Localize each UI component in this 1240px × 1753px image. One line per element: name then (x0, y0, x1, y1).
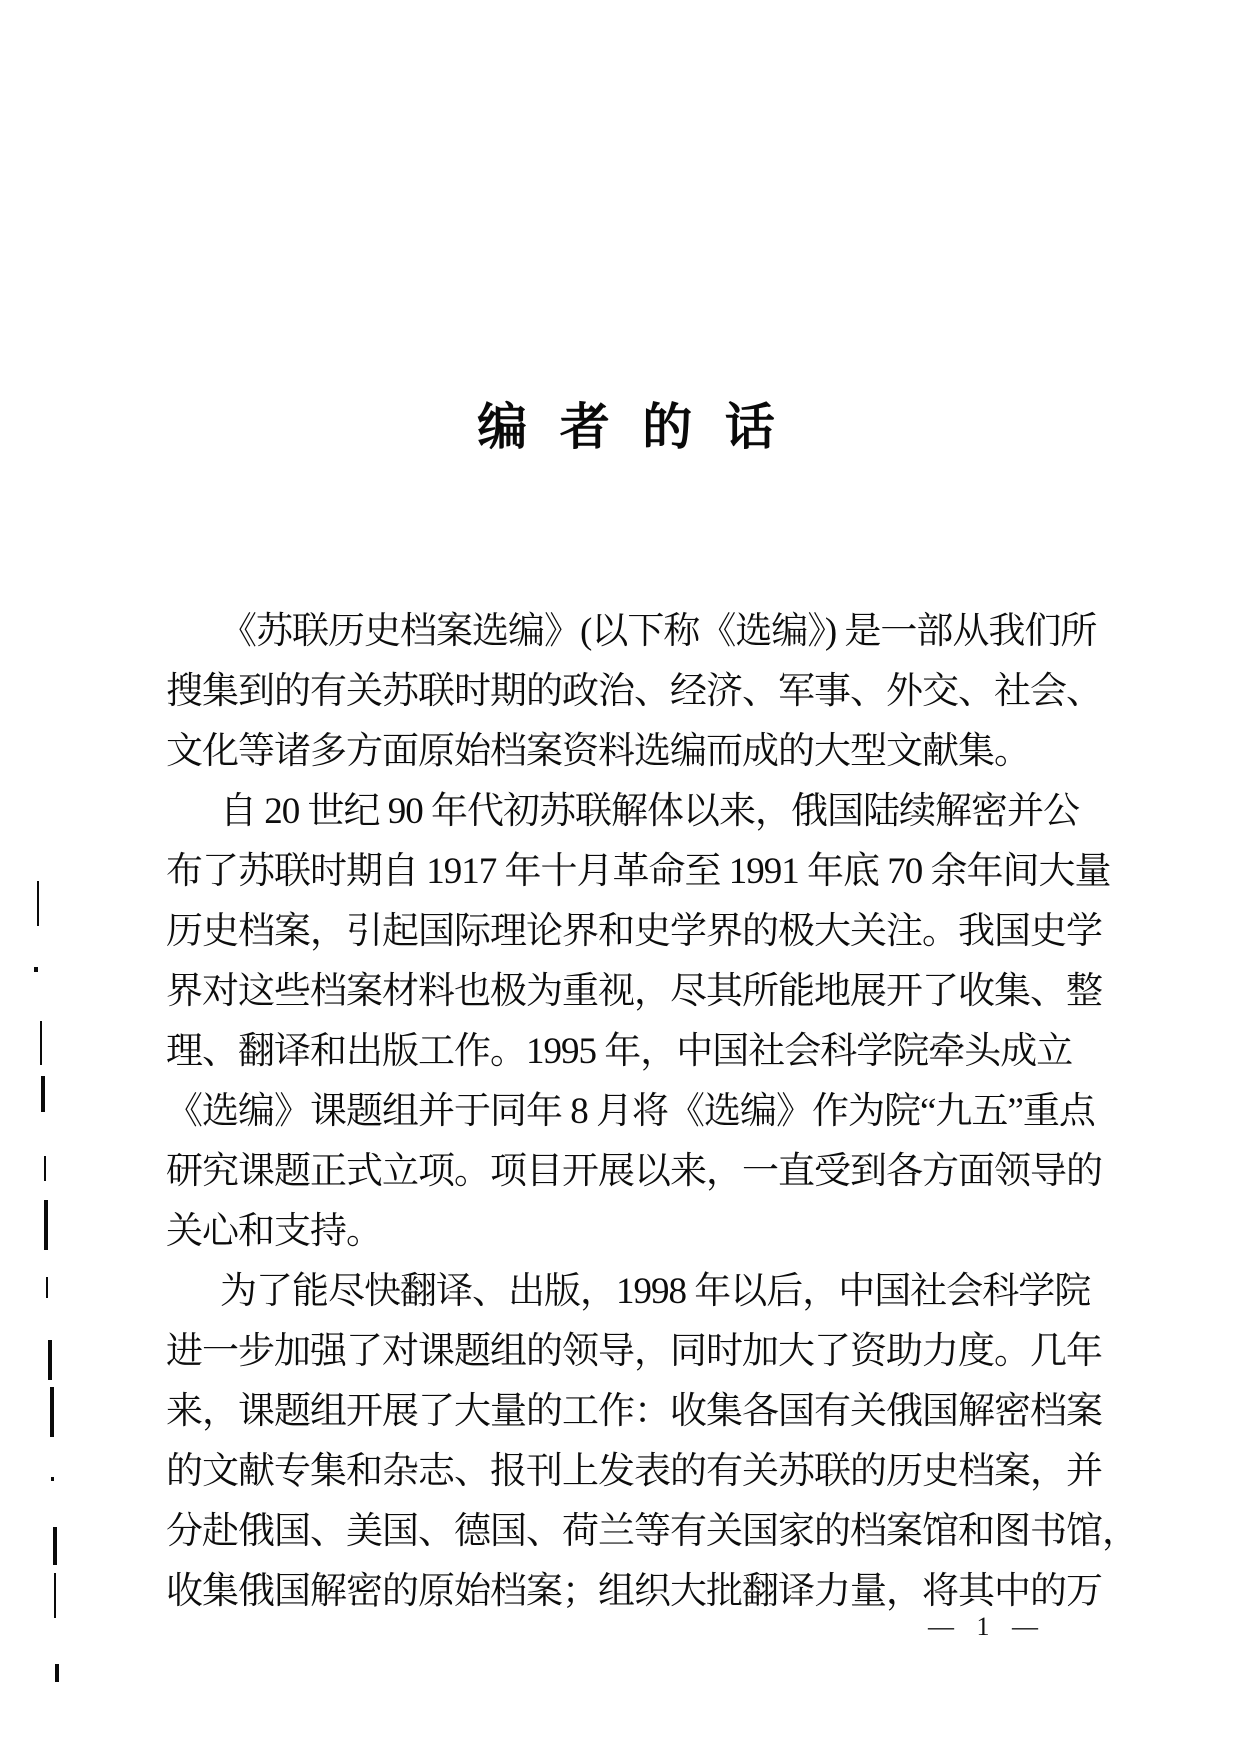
text-line: 自 20 世纪 90 年代初苏联解体以来，俄国陆续解密并公 (220, 791, 1079, 832)
scan-artifact-mark (41, 1076, 45, 1112)
text-line: 搜集到的有关苏联时期的政治、经济、军事、外交、社会、 (166, 671, 1102, 712)
scan-artifact-mark (46, 1277, 48, 1298)
scan-artifact-mark (54, 1573, 56, 1618)
text-line: 历史档案，引起国际理论界和史学界的极大关注。我国史学 (166, 911, 1102, 952)
scan-artifact-mark (55, 1664, 59, 1682)
text-line: 进一步加强了对课题组的领导，同时加大了资助力度。几年 (166, 1331, 1102, 1372)
page-title: 编 者 的 话 (477, 399, 785, 455)
body-text (166, 602, 1138, 1622)
text-line: 研究课题正式立项。项目开展以来，一直受到各方面领导的 (166, 1151, 1102, 1192)
scan-artifact-mark (48, 1340, 52, 1380)
text-line: 为了能尽快翻译、出版，1998 年以后，中国社会科学院 (220, 1271, 1091, 1312)
text-line: 分赴俄国、美国、德国、荷兰等有关国家的档案馆和图书馆， (166, 1511, 1138, 1552)
scan-artifact-mark (34, 967, 38, 972)
text-line: 《选编》课题组并于同年 8 月将《选编》作为院“九五”重点 (166, 1091, 1095, 1132)
scan-artifact-mark (37, 881, 39, 926)
scan-artifact-mark (53, 1527, 57, 1565)
text-line: 理、翻译和出版工作。1995 年，中国社会科学院牵头成立 (166, 1031, 1073, 1072)
scan-artifact-mark (50, 1387, 54, 1437)
text-line: 《苏联历史档案选编》(以下称《选编》) 是一部从我们所 (220, 611, 1097, 652)
text-line: 的文献专集和杂志、报刊上发表的有关苏联的历史档案，并 (166, 1451, 1102, 1492)
text-line: 文化等诸多方面原始档案资料选编而成的大型文献集。 (166, 731, 1030, 772)
scan-artifact-mark (44, 1200, 48, 1250)
text-line: 布了苏联时期自 1917 年十月革命至 1991 年底 70 余年间大量 (166, 851, 1111, 892)
scan-artifact-mark (40, 1021, 42, 1065)
scan-artifact-mark (44, 1156, 46, 1181)
text-line: 界对这些档案材料也极为重视，尽其所能地展开了收集、整 (166, 971, 1102, 1012)
text-line: 来，课题组开展了大量的工作：收集各国有关俄国解密档案 (166, 1391, 1102, 1432)
text-line: 收集俄国解密的原始档案；组织大批翻译力量，将其中的万 (166, 1571, 1102, 1612)
text-line: 关心和支持。 (166, 1211, 382, 1252)
page-number: — 1 — (928, 1612, 1046, 1641)
scan-artifact-mark (51, 1477, 54, 1481)
